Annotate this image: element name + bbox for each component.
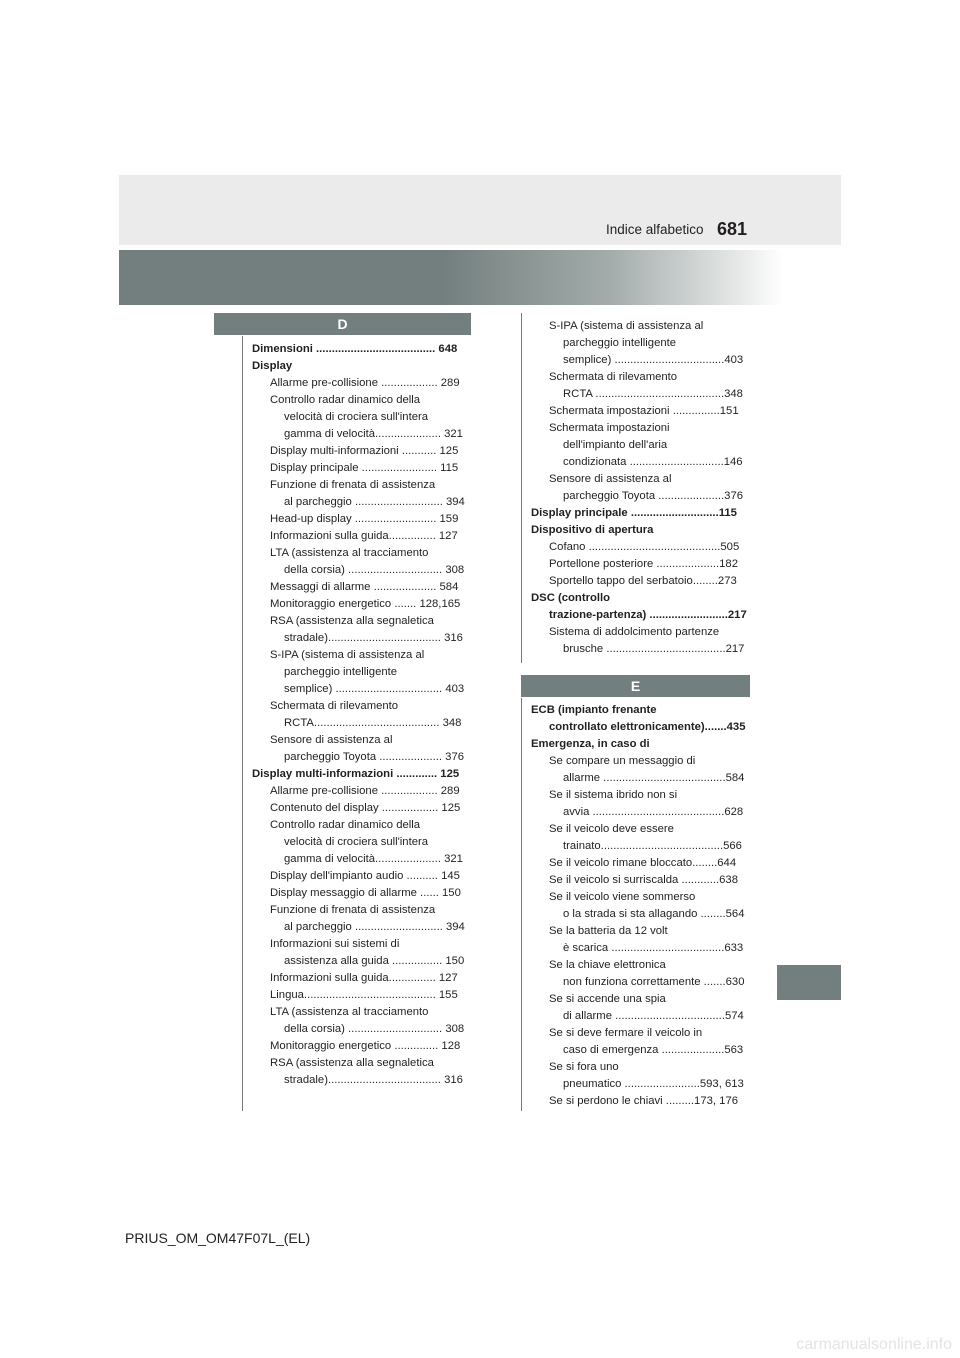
index-entry: Informazioni sulla guida............... 127 [270, 972, 458, 984]
index-entry: di allarme ...................................574 [563, 1010, 744, 1022]
index-entry: Emergenza, in caso di [531, 738, 650, 750]
index-entry: semplice) .................................. 403 [284, 683, 465, 695]
index-entry: Se la batteria da 12 volt [549, 925, 668, 937]
index-entry: allarme .......................................584 [563, 772, 745, 784]
column-divider-left [242, 336, 243, 1111]
index-entry: non funziona correttamente .......630 [563, 976, 745, 988]
index-entry: Display principale ........................ 115 [270, 462, 459, 474]
index-entry: Head-up display .......................... 159 [270, 513, 459, 525]
column-divider-mid-top [521, 313, 522, 663]
index-entry: Monitoraggio energetico ....... 128,165 [270, 598, 461, 610]
section-header-e: E [521, 675, 750, 697]
index-entry: Controllo radar dinamico della [270, 394, 421, 406]
index-entry: pneumatico ........................593, 613 [563, 1078, 744, 1090]
index-entry: Cofano ..........................................505 [549, 541, 740, 553]
index-entry: parcheggio intelligente [563, 337, 677, 349]
index-entry: Display multi-informazioni ........... 125 [270, 445, 459, 457]
index-entry: parcheggio Toyota .................... 376 [284, 751, 465, 763]
index-entry: DSC (controllo [531, 592, 611, 604]
index-entry: Display dell'impianto audio .......... 145 [270, 870, 460, 882]
index-entry: brusche ......................................217 [563, 643, 745, 655]
index-entry: RCTA........................................ 348 [284, 717, 462, 729]
index-entry: Se il veicolo viene sommerso [549, 891, 696, 903]
index-entry: Display multi-informazioni ............. 125 [252, 768, 460, 780]
index-entry: Schermata impostazioni ...............151 [549, 405, 739, 417]
index-entry: Schermata di rilevamento [549, 371, 678, 383]
footer-document-code: PRIUS_OM_OM47F07L_(EL) [125, 1230, 311, 1246]
index-entry: Display principale ............................115 [531, 507, 737, 519]
index-entry: Se compare un messaggio di [549, 755, 696, 767]
watermark-url: carmanualsonline.info [796, 1336, 952, 1353]
index-entry: condizionata ..............................146 [563, 456, 743, 468]
index-entry: S-IPA (sistema di assistenza al [270, 649, 425, 661]
index-entry: Allarme pre-collisione .................. 289 [270, 785, 460, 797]
index-entry: controllato elettronicamente).......435 [549, 721, 746, 733]
index-entry: avvia ..........................................628 [563, 806, 744, 818]
index-entry: Controllo radar dinamico della [270, 819, 421, 831]
index-entry: S-IPA (sistema di assistenza al [549, 320, 704, 332]
index-entry: RSA (assistenza alla segnaletica [270, 1057, 434, 1069]
index-entry: Se si accende una spia [549, 993, 666, 1005]
index-entry: gamma di velocità..................... 321 [284, 853, 463, 865]
page-number: 681 [717, 219, 748, 239]
index-entry: assistenza alla guida ................ 150 [284, 955, 465, 967]
index-column-d-right [531, 318, 760, 658]
index-column-d-left [252, 341, 481, 1089]
index-entry: Contenuto del display .................. 125 [270, 802, 461, 814]
index-entry: parcheggio Toyota .....................376 [563, 490, 744, 502]
section-header-d: D [214, 313, 471, 335]
index-entry: Lingua.......................................... 155 [270, 989, 458, 1001]
index-entry: Schermata di rilevamento [270, 700, 399, 712]
index-entry: Messaggi di allarme .................... 584 [270, 581, 459, 593]
index-entry: trainato.......................................566 [563, 840, 742, 852]
index-entry: RCTA .........................................348 [563, 388, 743, 400]
index-entry: al parcheggio ............................ 394 [284, 496, 465, 508]
index-entry: al parcheggio ............................ 394 [284, 921, 465, 933]
index-entry: Display messaggio di allarme ...... 150 [270, 887, 461, 899]
index-entry: Funzione di frenata di assistenza [270, 904, 436, 916]
index-entry: stradale).................................... 316 [284, 1074, 463, 1086]
index-entry: velocità di crociera sull'intera [284, 411, 429, 423]
index-entry: Display [252, 360, 293, 372]
index-entry: ECB (impianto frenante [531, 704, 657, 716]
index-entry: dell'impianto dell'aria [563, 439, 668, 451]
index-entry: Allarme pre-collisione .................. 289 [270, 377, 460, 389]
index-entry: Funzione di frenata di assistenza [270, 479, 436, 491]
index-entry: Monitoraggio energetico .............. 128 [270, 1040, 461, 1052]
index-entry: parcheggio intelligente [284, 666, 398, 678]
index-column-e [531, 702, 760, 1110]
index-entry: Se si perdono le chiavi .........173, 176 [549, 1095, 739, 1107]
index-entry: velocità di crociera sull'intera [284, 836, 429, 848]
index-entry: Informazioni sulla guida............... 127 [270, 530, 458, 542]
decorative-gradient-band [119, 250, 841, 305]
index-entry: Schermata impostazioni [549, 422, 670, 434]
index-entry: Dispositivo di apertura [531, 524, 654, 536]
index-entry: Se si fora uno [549, 1061, 619, 1073]
index-entry: Se il veicolo deve essere [549, 823, 674, 835]
index-entry: Sensore di assistenza al [549, 473, 672, 485]
index-entry: trazione-partenza) .........................217 [549, 609, 747, 621]
index-entry: Sportello tappo del serbatoio........273 [549, 575, 737, 587]
index-entry: Se la chiave elettronica [549, 959, 666, 971]
index-side-tab [777, 965, 841, 1000]
index-entry: Se il veicolo rimane bloccato........644 [549, 857, 737, 869]
index-entry: della corsia) .............................. 308 [284, 564, 465, 576]
index-entry: Se si deve fermare il veicolo in [549, 1027, 703, 1039]
index-entry: Se il sistema ibrido non si [549, 789, 678, 801]
index-entry: LTA (assistenza al tracciamento [270, 1006, 429, 1018]
column-divider-mid-bottom [521, 698, 522, 1111]
header-title: Indice alfabetico [606, 222, 704, 237]
index-entry: o la strada si sta allagando ........564 [563, 908, 745, 920]
index-entry: Portellone posteriore ....................182 [549, 558, 739, 570]
index-entry: Sensore di assistenza al [270, 734, 393, 746]
index-entry: LTA (assistenza al tracciamento [270, 547, 429, 559]
index-entry: semplice) ...................................403 [563, 354, 744, 366]
index-entry: Se il veicolo si surriscalda ............638 [549, 874, 738, 886]
index-entry: caso di emergenza ....................563 [563, 1044, 744, 1056]
index-entry: Sistema di addolcimento partenze [549, 626, 720, 638]
index-entry: della corsia) .............................. 308 [284, 1023, 465, 1035]
index-entry: Dimensioni ...................................... 648 [252, 343, 458, 355]
index-entry: stradale).................................... 316 [284, 632, 463, 644]
index-entry: è scarica ....................................633 [563, 942, 744, 954]
index-entry: RSA (assistenza alla segnaletica [270, 615, 434, 627]
index-entry: gamma di velocità..................... 321 [284, 428, 463, 440]
index-entry: Informazioni sui sistemi di [270, 938, 400, 950]
